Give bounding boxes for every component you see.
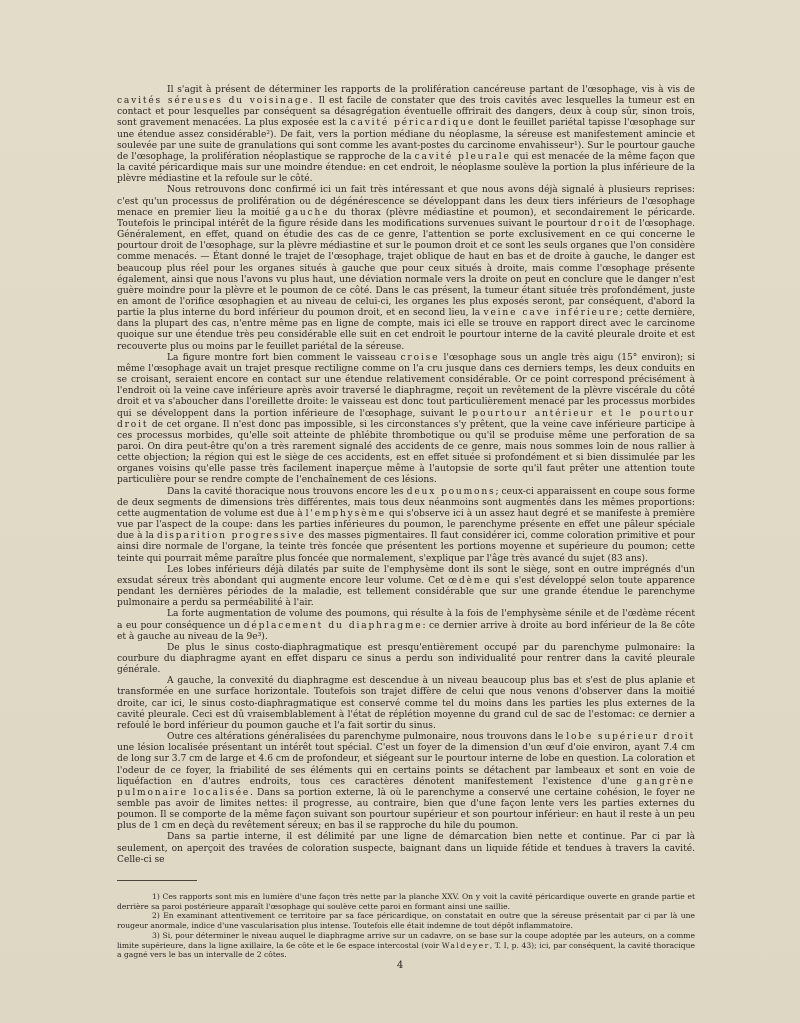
- text-run: une lésion localisée présentant un intérêt tout spécial. C'est un foyer de la dimension d'un œuf d'oie environ, ayant 7.4 cm de long sur 3.7 cm de large et 4.6 cm de profondeur, et siégeant sur le pourtour interne de lobe en question. La coloration et l'odeur de ce foyer, la friabilité de ses éléments qui en certains points se détachent par lambeaux et sont en voie de liquéfaction en d'autres endroits, tous ces caractères dénotent manifestement l'existence d'une: [117, 743, 695, 787]
- spaced-emphasis: gangrène pulmonaire localisée: [117, 776, 695, 798]
- spaced-emphasis: déplacement du diaphragme: [243, 620, 423, 631]
- text-run: Outre ces altérations généralisées du parenchyme pulmonaire, nous trouvons dans le: [167, 732, 567, 743]
- text-run: ; cette dernière, dans la plupart des cas, n'entre même pas en ligne de compte, mais ici elle se trouve en rapport direct avec le carcinome quoique sur une étendue très peu considérable elle suit en cet endroit le pourtour interne de la cavité pleurale droite et est recouverte plus ou moins par le feuillet pariétal de la séreuse.: [117, 308, 695, 352]
- spaced-emphasis: droit: [590, 218, 622, 229]
- text-run: Dans sa partie interne, il est délimité par une ligne de démarcation bien nette et continue. Par ci par là seulement, on aperçoit des travées de coloration suspecte, baignant dans un liquide fétide et tendues à travers la cavité. Celle-ci se: [117, 832, 695, 865]
- text-run: qui s'observe ici à un assez haut degré et se manifeste à première vue par l'aspect de la coupe: dans les parties inférieures du poumon, le parenchyme présente en effet une pâleur spéciale due à la: [117, 508, 695, 542]
- spaced-emphasis: disparition progressive: [156, 531, 306, 542]
- paragraph: [117, 185, 695, 352]
- text-run: du thorax (plèvre médiastine et poumon), et secondairement le péricarde. Toutefois le principal intérêt de la figure réside dans les modifications survenues suivant le pourtour: [117, 207, 695, 229]
- text-run: De plus le sinus costo-diaphragmatique est presqu'entièrement occupé par du parenchyme pulmonaire: la courbure du diaphragme ayant en effet disparu ce sinus a perdu son individualité pour rentrer dans la cavité pleurale générale.: [117, 642, 695, 676]
- text-run: , T. I, p. 43); ici, par conséquent, la cavité thoracique a gagné vers le bas un intervalle de 2 côtes.: [117, 940, 695, 960]
- text-run: l'œsophage sous un angle très aigu (15° environ); si même l'œsophage avait un trajet presque rectiligne comme on l'a cru jusque dans ces derniers temps, les deux conduits en se croisant, seraient encore en contact sur une étendue relativement considérable. Or ce point correspond précisément à l'endroit où la veine cave inférieure après avoir traversé le diaphragme, reçoit un revêtement de la plèvre viscérale du côté droit et va s'aboucher dans l'oreillette droite: le vaisseau est donc tout particulièrement menacé par les processus morbides qui se développent dans la portion inférieure de l'œsophage, suivant le: [117, 352, 695, 419]
- text-run: 1) Ces rapports sont mis en lumière d'une façon très nette par la planche XXV. On y voit la cavité péricardique ouverte en grande partie et derrière sa paroi postérieure apparaît l'œsophage qui soulève cette paroi en formant ainsi une saillie.: [117, 892, 695, 911]
- paragraph: [117, 832, 695, 865]
- footnote: [117, 911, 695, 930]
- spaced-emphasis: l'emphysème: [305, 508, 386, 519]
- text-run: Dans la cavité thoracique nous trouvons encore les: [167, 486, 407, 497]
- text-run: : ce dernier arrive à droite au bord inférieur de la 8e côte et à gauche au niveau de la 9e³).: [117, 620, 695, 642]
- spaced-emphasis: Waldeyer: [441, 940, 490, 950]
- paragraph: [117, 565, 695, 610]
- text-run: qui est menacée de la même façon que la cavité péricardique mais sur une moindre étendue: en cet endroit, le néoplasme soulève la portion la plus inférieure de la plèvre médiastine et la refoule sur le côté.: [117, 151, 695, 185]
- spaced-emphasis: cavité pleurale: [414, 151, 511, 162]
- text-run: Il est facile de constater que des trois cavités avec lesquelles la tumeur est en contact et pour lesquelles par conséquent sa désagrégation éventuelle offrirait des dangers, deux à coup sûr, sinon trois, sont gravement menacées. La plus exposée est la: [117, 96, 696, 129]
- text-run: des masses pigmentaires. Il faut considérer ici, comme coloration primitive et pour ainsi dire normale de l'organe, la teinte très foncée que présentent les portions moyenne et supérieure du poumon; cette teinte qui pourrait même paraître plus foncée que normalement, s'explique par l'âge très avancé du sujet (83 ans).: [117, 531, 695, 564]
- text-run: ; ceux-ci apparaissent en coupe sous forme de deux segments de dimensions très différentes, mais tous deux néanmoins sont augmentés dans les mêmes proportions: cette augmentation de volume est due à: [117, 486, 695, 519]
- text-run: Il s'agit à présent de déterminer les rapports de la prolifération cancéreuse partant de l'œsophage, vis à vis de: [167, 85, 695, 95]
- paragraph: [117, 676, 695, 732]
- body-text: [117, 85, 695, 866]
- text-run: de l'œsophage. Généralement, en effet, quand on étudie des cas de ce genre, l'attention se porte exclusivement en ce qui concerne le pourtour droit de l'œsophage, sur la plèvre médiastine et sur le poumon droit et ce sont les seuls organes que l'on considère comme menacés. — Étant donné le trajet de l'œsophage, trajet oblique de haut en bas et de droite à gauche, le danger est beaucoup plus réel pour les organes situés à gauche que pour ceux situés à droite, mais comme l'œsophage présente également, ainsi que nous l'avons vu plus haut, une déviation normale vers la droite on peut en conclure que le danger n'est guère moindre pour la plèvre et le poumon de ce côté. Dans le cas présent, la tumeur étant située très profondément, juste en amont de l'orifice œsophagien et au niveau de celui-ci, les organes les plus exposés seront, par conséquent, d'abord la partie la plus interne du bord inférieur du poumon droit, et en second lieu, la: [117, 218, 695, 319]
- text-run: La figure montre fort bien comment le vaisseau: [167, 352, 401, 363]
- footnote-rule: [117, 880, 197, 881]
- paragraph: [117, 487, 695, 565]
- paragraph: [117, 353, 695, 487]
- spaced-emphasis: pourtour antérieur et le pourtour droit: [117, 408, 695, 430]
- paragraph: [117, 85, 695, 185]
- spaced-emphasis: œdème: [448, 575, 492, 586]
- paragraph: [117, 643, 695, 676]
- text-run: Les lobes inférieurs déjà dilatés par suite de l'emphysème dont ils sont le siège, sont en outre imprégnés d'un exsudat séreux très abondant qui augmente encore leur volume. Cet: [117, 564, 695, 586]
- page-number: 4: [396, 960, 404, 971]
- text-run: . Dans sa portion externe, là où le parenchyme a conservé une certaine cohésion, le foyer ne semble pas avoir de limites nettes: il progresse, au contraire, bien que d'une façon lente vers les parties externes du poumon. Il se comporte de la même façon suivant son pourtour supérieur et son pourtour inférieur: en haut il reste à un peu plus de 1 cm en deçà du revêtement séreux; en bas il se rapproche du hile du poumon.: [117, 787, 695, 832]
- footnote: [117, 892, 695, 911]
- text-run: qui s'est développé selon toute apparence pendant les dernières périodes de la maladie, est tellement considérable que sur une grande étendue le parenchyme pulmonaire a perdu sa perméabilité à l'air.: [117, 575, 696, 609]
- text-run: Nous retrouvons donc confirmé ici un fait très intéressant et que nous avons déjà signalé à plusieurs reprises: c'est qu'un processus de prolifération ou de dégénérescence se développant dans les deux tiers inférieurs de l'œsophage menace en premier lieu la moitié: [117, 185, 695, 218]
- spaced-emphasis: lobe supérieur droit: [566, 732, 695, 743]
- text-run: A gauche, la convexité du diaphragme est descendue à un niveau beaucoup plus bas et s'est de plus aplanie et transformée en une surface horizontale. Toutefois son trajet diffère de celui que nous venons d'observer dans la moitié droite, car ici, le sinus costo-diaphragmatique est conservé comme tel du moins dans les parties les plus externes de la cavité pleurale. Ceci est dû vraisemblablement à l'état de réplétion moyenne du grand cul de sac de l'estomac: ce dernier a refoulé le bord inférieur du poumon gauche et l'a fait sortir du sinus.: [117, 676, 695, 731]
- spaced-emphasis: croise: [400, 352, 440, 363]
- footnotes: [117, 892, 695, 960]
- paragraph: [117, 609, 695, 642]
- footnote: [117, 931, 695, 960]
- text-run: 2) En examinant attentivement ce territoire par sa face péricardique, on constatait en outre que la séreuse présentait par ci par là une rougeur anormale, indice d'une vascularisation plus intense. Toutefois elle était indemne de tout dépôt inflammatoire.: [117, 911, 695, 931]
- text-run: La forte augmentation de volume des poumons, qui résulte à la fois de l'emphysème sénile et de l'œdème récent a eu pour conséquence un: [117, 609, 695, 631]
- spaced-emphasis: deux poumons: [406, 486, 496, 497]
- spaced-emphasis: veine cave inférieure: [483, 308, 620, 319]
- spaced-emphasis: cavité péricardique: [350, 118, 476, 129]
- spaced-emphasis: gauche: [284, 207, 330, 218]
- paragraph: [117, 732, 695, 832]
- spaced-emphasis: cavités séreuses du voisinage.: [117, 96, 315, 107]
- text-run: de cet organe. Il n'est donc pas impossible, si les circonstances s'y prêtent, que la veine cave inférieure participe à ces processus morbides, qu'elle soit atteinte de phlébite thrombotique ou qu'il se produise même une perforation de sa paroi. On dira peut-être qu'on a très rarement signalé des accidents de ce genre, mais nous sommes loin de nous rallier à cette objection; la région qui est le siège de ces accidents, est en effet située si profondément et si bien dissimulée par les organes voisins qu'elle passe très facilement inaperçue même à l'autopsie de sorte qu'il faut prêter une attention toute particulière pour se rendre compte de l'enchaînement de ces lésions.: [117, 419, 695, 486]
- text-run: dont le feuillet pariétal tapisse l'œsophage sur une étendue assez considérable²). De fait, vers la portion médiane du néoplasme, la séreuse est manifestement amincie et soulevée par une suite de granulations qui sont comme les avant-postes du carcinome envahisseur¹). Sur le pourtour gauche de l'œsophage, la prolifération néoplastique se rapproche de la: [117, 118, 695, 162]
- text-run: 3) Si, pour déterminer le niveau auquel le diaphragme arrive sur un cadavre, on se base sur la coupe adoptée par les auteurs, on a comme limite supérieure, dans la ligne axillaire, la 6e côte et le 6e espace intercostal (voir: [117, 930, 695, 950]
